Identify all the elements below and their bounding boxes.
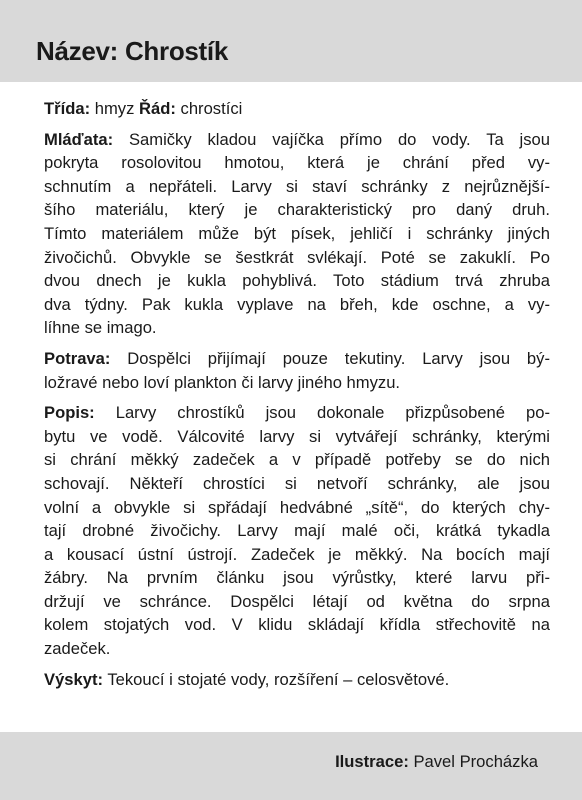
credit-label: Ilustrace:	[335, 752, 409, 771]
potrava-line: Dospělci přijímají pouze tekutiny. Larvy jsou bý-	[127, 348, 550, 368]
trida-value: hmyz	[94, 99, 135, 118]
vyskyt-text: Tekoucí i stojaté vody, rozšíření – celosvětové.	[107, 669, 450, 689]
header-bar	[0, 0, 582, 82]
popis-section	[44, 401, 550, 661]
mladata-line: dvou dnech je kukla pohyblivá. Toto stádium trvá zhruba	[44, 271, 550, 291]
mladata-line: šího materiálu, který je charakteristický pro daný druh.	[44, 200, 550, 220]
credit-value: Pavel Procházka	[413, 752, 538, 771]
mladata-line: Tímto materiálem může být písek, jehličí i schránky jiných	[44, 223, 550, 243]
rad-value: chrostíci	[180, 99, 243, 118]
mladata-line: schnutím a nepřáteli. Larvy si staví schránky z nejrůznější-	[44, 176, 550, 196]
illustration-credit	[335, 752, 538, 772]
potrava-line: ložravé nebo loví plankton či larvy jiného hmyzu.	[44, 372, 401, 392]
mladata-line: dva týdny. Pak kukla vyplave na břeh, kde oschne, a vy-	[44, 294, 550, 314]
popis-line: bytu ve vodě. Válcovité larvy si vytvářejí schránky, kterými	[44, 426, 550, 446]
mladata-label: Mláďata:	[44, 129, 114, 149]
popis-line: Larvy chrostíků jsou dokonale přizpůsobené po-	[115, 403, 550, 423]
footer-bar	[0, 732, 582, 800]
popis-line: zadeček.	[44, 639, 111, 659]
card-body	[44, 97, 550, 698]
popis-line: a kousací ústní ústrojí. Zadeček je měkký. Na bocích mají	[44, 544, 550, 564]
mladata-line: Samičky kladou vajíčka přímo do vody. Ta jsou	[128, 129, 550, 149]
trida-label: Třída:	[44, 99, 91, 118]
vyskyt-section	[44, 668, 550, 692]
potrava-label: Potrava:	[44, 348, 111, 368]
popis-line: držují ve schránce. Dospělci létají od května do srpna	[44, 591, 550, 611]
mladata-line: pokryta rosolovitou hmotou, která je chrání před vy-	[44, 153, 550, 173]
class-row	[44, 97, 550, 121]
popis-label: Popis:	[44, 403, 95, 423]
rad-label: Řád:	[139, 99, 176, 118]
popis-line: schovají. Někteří chrostíci si netvoří schránky, ale jsou	[44, 473, 550, 493]
potrava-section	[44, 347, 550, 394]
popis-line: volní a obvykle si spřádají hedvábné „sítě“, do kterých chy-	[44, 497, 550, 517]
mladata-section	[44, 128, 550, 340]
vyskyt-label: Výskyt:	[44, 669, 104, 689]
mladata-line: živočichů. Obvykle se šestkrát svlékají. Poté se zakuklí. Po	[44, 247, 550, 267]
popis-line: si chrání měkký zadeček a v případě potřeby se do nich	[44, 450, 550, 470]
popis-line: žábry. Na prvním článku jsou výrůstky, které larvu při-	[44, 568, 550, 588]
page-title: Název: Chrostík	[36, 36, 228, 66]
mladata-line: líhne se imago.	[44, 318, 157, 338]
popis-line: kolem stojatých vod. V klidu skládají křídla střechovitě na	[44, 615, 550, 635]
popis-line: tají drobné živočichy. Larvy mají malé oči, krátká tykadla	[44, 521, 550, 541]
